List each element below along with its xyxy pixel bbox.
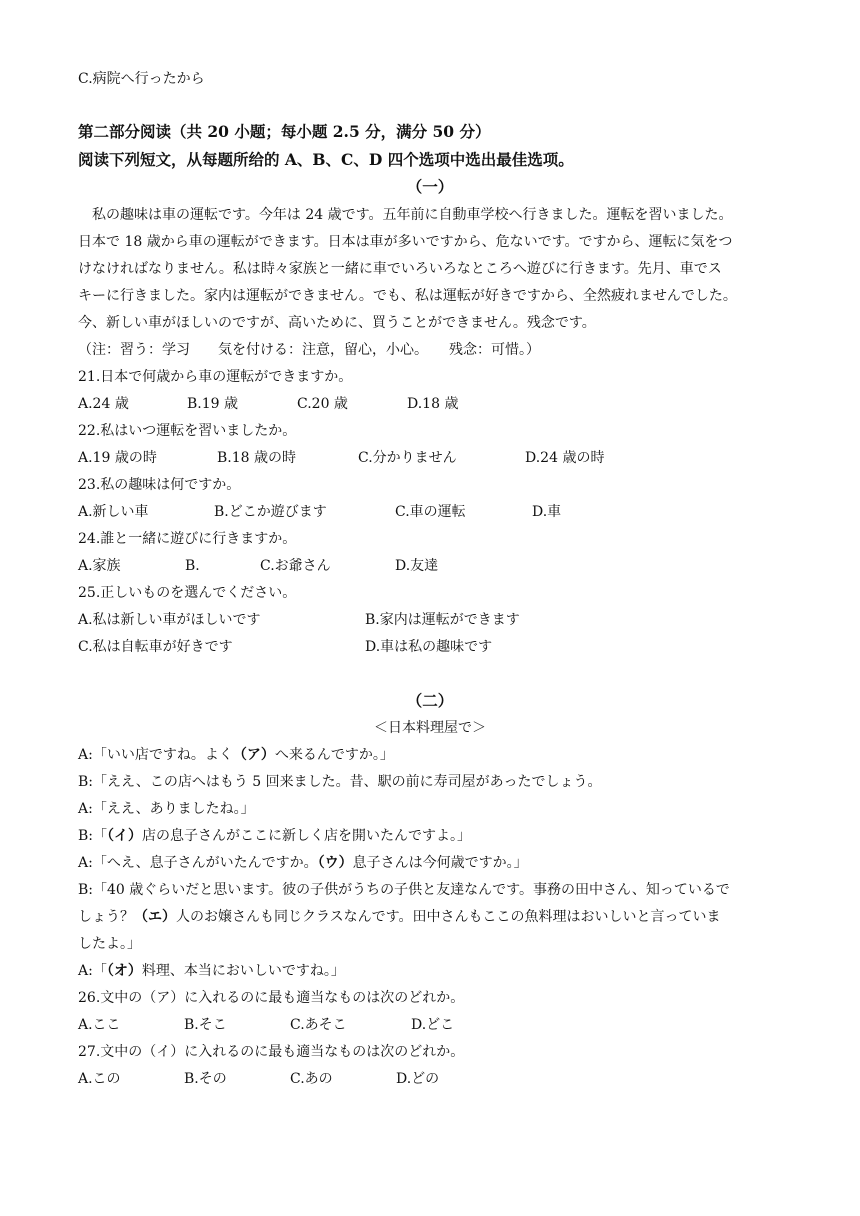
question-stem: 22.私はいつ運転を習いましたか。 bbox=[78, 423, 297, 439]
option: D.どこ bbox=[411, 1017, 455, 1033]
question-stem: 25.正しいものを選んでください。 bbox=[78, 585, 297, 601]
option: A.新しい車 bbox=[78, 504, 149, 520]
option: C.私は自転車が好きです bbox=[78, 639, 233, 655]
passage-line: 今、新しい車がほしいのですが、高いために、買うことができません。残念です。 bbox=[78, 315, 596, 331]
passage-line: 私の趣味は車の運転です。今年は 24 歳です。五年前に自動車学校へ行きました。運転を習いました。 bbox=[78, 207, 733, 223]
dialogue-line: B:「40 歳ぐらいだと思います。彼の子供がうちの子供と友達なんです。事務の田中さん、知っているで bbox=[78, 882, 730, 898]
dialogue-line: したよ。」 bbox=[78, 936, 141, 952]
section-instruction: 阅读下列短文，从每题所给的 A、B、C、D 四个选项中选出最佳选项。 bbox=[78, 150, 574, 169]
option: B.19 歳 bbox=[187, 396, 239, 412]
option: C.20 歳 bbox=[297, 396, 348, 412]
option: A.この bbox=[78, 1071, 121, 1087]
passage-line: けなければなりません。私は時々家族と一緒に車でいろいろなところへ遊びに行きます。先月、車でス bbox=[78, 261, 722, 277]
option: D.どの bbox=[396, 1071, 440, 1087]
q20-option-c: C.病院へ行ったから bbox=[78, 71, 205, 87]
dialogue-line: A:「（オ）料理、本当においしいですね。」 bbox=[78, 963, 345, 979]
option: A.24 歳 bbox=[78, 396, 129, 412]
dialogue-line: A:「へえ、息子さんがいたんですか。（ウ）息子さんは今何歳ですか。」 bbox=[78, 855, 528, 871]
option: C.あの bbox=[290, 1071, 333, 1087]
passage-number: （二） bbox=[406, 691, 454, 710]
question-stem: 26.文中の（ア）に入れるのに最も適当なものは次のどれか。 bbox=[78, 990, 465, 1006]
option: D.車 bbox=[532, 504, 562, 520]
option: A.私は新しい車がほしいです bbox=[78, 612, 261, 628]
option: A.19 歳の時 bbox=[78, 450, 157, 466]
passage-note: （注：習う：学习 気を付ける：注意，留心，小心。 残念：可惜。） bbox=[78, 342, 540, 358]
option: B.その bbox=[184, 1071, 227, 1087]
passage-number: （一） bbox=[406, 177, 454, 196]
option: B.そこ bbox=[184, 1017, 227, 1033]
question-stem: 24.誰と一緒に遊びに行きますか。 bbox=[78, 531, 297, 547]
option: C.お爺さん bbox=[260, 558, 331, 574]
option: C.あそこ bbox=[290, 1017, 347, 1033]
option: D.車は私の趣味です bbox=[365, 639, 493, 655]
passage-line: キーに行きました。家内は運転ができません。でも、私は運転が好きですから、全然疲れませんでした。 bbox=[78, 288, 737, 304]
option: C.車の運転 bbox=[395, 504, 466, 520]
option: D.24 歳の時 bbox=[525, 450, 605, 466]
option: D.18 歳 bbox=[407, 396, 459, 412]
option: C.分かりません bbox=[358, 450, 457, 466]
passage-subtitle: ＜日本料理屋で＞ bbox=[374, 720, 486, 736]
dialogue-line: A:「いい店ですね。よく（ア）へ来るんですか。」 bbox=[78, 747, 394, 763]
option: A.家族 bbox=[78, 558, 121, 574]
option: B.18 歳の時 bbox=[217, 450, 297, 466]
passage-line: 日本で 18 歳から車の運転ができます。日本は車が多いですから、危ないです。ですから、運転に気をつ bbox=[78, 234, 733, 250]
dialogue-line: A:「ええ、ありましたね。」 bbox=[78, 801, 255, 817]
option: A.ここ bbox=[78, 1017, 121, 1033]
question-stem: 23.私の趣味は何ですか。 bbox=[78, 477, 241, 493]
option: B.どこか遊びます bbox=[214, 504, 327, 520]
dialogue-line: B:「（イ）店の息子さんがここに新しく店を開いたんですよ。」 bbox=[78, 828, 472, 844]
section-heading: 第二部分阅读（共 20 小题；每小题 2.5 分，满分 50 分） bbox=[78, 122, 491, 141]
option: B. bbox=[185, 558, 200, 574]
option: B.家内は運転ができます bbox=[365, 612, 520, 628]
option: D.友達 bbox=[395, 558, 439, 574]
dialogue-line: しょう？（エ）人のお嬢さんも同じクラスなんです。田中さんもここの魚料理はおいしいと言っていま bbox=[78, 909, 721, 925]
question-stem: 21.日本で何歳から車の運転ができますか。 bbox=[78, 369, 353, 385]
dialogue-line: B:「ええ、この店へはもう 5 回来ました。昔、駅の前に寿司屋があったでしょう。 bbox=[78, 774, 602, 790]
question-stem: 27.文中の（イ）に入れるのに最も適当なものは次のどれか。 bbox=[78, 1044, 465, 1060]
